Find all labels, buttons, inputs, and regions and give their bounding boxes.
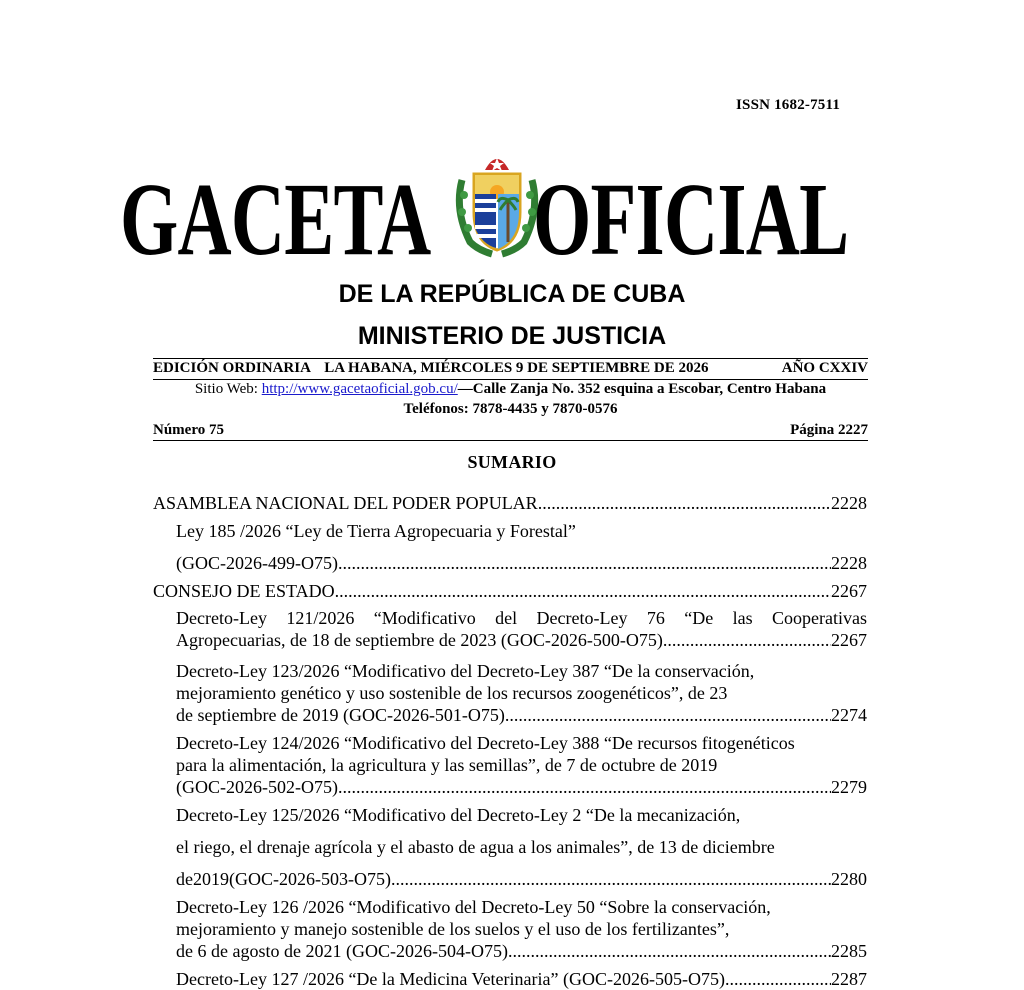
toc-entry-page: 2228	[831, 553, 867, 573]
coat-of-arms-icon	[452, 150, 542, 260]
toc-entry-text: mejoramiento genético y uso sostenible de los recursos zoogenéticos”, de 23	[176, 683, 728, 703]
issue-line	[153, 422, 868, 439]
toc-entry-page: 2228	[831, 493, 867, 513]
phones-line: Teléfonos: 7878-4435 y 7870-0576	[403, 401, 618, 417]
address-text: —Calle Zanja No. 352 esquina a Escobar, Centro Habana	[457, 381, 827, 397]
toc-entry-code: de septiembre de 2019 (GOC-2026-501-O75)	[176, 705, 505, 725]
toc-entry-asamblea[interactable]	[153, 492, 867, 514]
toc-entry-title: ASAMBLEA NACIONAL DEL PODER POPULAR	[153, 493, 538, 513]
toc-entry-decreto-121[interactable]	[153, 607, 867, 651]
issue-number: Número 75	[153, 422, 224, 438]
toc-entry-text: Decreto-Ley 125/2026 “Modificativo del Decreto-Ley 2 “De la mecanización,	[176, 805, 741, 825]
toc-entry-text: para la alimentación, la agricultura y las semillas”, de 7 de octubre de 2019	[176, 755, 718, 775]
toc-entry-page: 2285	[831, 941, 867, 961]
site-link[interactable]: http://www.gacetaoficial.gob.cu/	[261, 381, 458, 397]
toc-entry-code: Agropecuarias, de 18 de septiembre de 2023 (GOC-2026-500-O75)	[176, 630, 663, 650]
summary-title: SUMARIO	[467, 452, 557, 472]
table-of-contents	[153, 492, 867, 990]
toc-entry-page: 2280	[831, 869, 867, 889]
toc-entry-text: Decreto-Ley 123/2026 “Modificativo del Decreto-Ley 387 “De la conservación,	[176, 661, 755, 681]
edition-label: EDICIÓN ORDINARIA	[153, 360, 311, 376]
toc-entry-code: Decreto-Ley 127 /2026 “De la Medicina Veterinaria” (GOC-2026-505-O75)	[176, 969, 725, 989]
masthead-title-right: OFICIAL	[533, 162, 849, 277]
place-date: LA HABANA, MIÉRCOLES 9 DE SEPTIEMBRE DE 2026	[324, 360, 709, 376]
toc-entry-page: 2267	[831, 630, 867, 650]
website-line	[153, 381, 868, 398]
toc-entry-text: el riego, el drenaje agrícola y el abasto de agua a los animales”, de 13 de diciembre	[176, 837, 775, 857]
issn-number: ISSN 1682-7511	[736, 97, 841, 113]
toc-entry-ley-185[interactable]	[153, 520, 867, 574]
toc-entry-title: CONSEJO DE ESTADO	[153, 581, 335, 601]
year-label: AÑO CXXIV	[781, 360, 868, 376]
toc-entry-decreto-125[interactable]	[153, 804, 867, 890]
toc-entry-decreto-126[interactable]	[153, 896, 867, 962]
toc-entry-page: 2267	[831, 581, 867, 601]
divider-number	[153, 440, 868, 441]
toc-entry-decreto-127[interactable]	[153, 968, 867, 990]
edition-line	[153, 360, 868, 377]
toc-entry-text: Ley 185 /2026 “Ley de Tierra Agropecuaria y Forestal”	[176, 521, 576, 541]
masthead-title-left: GACETA	[120, 162, 431, 277]
toc-entry-decreto-123[interactable]	[153, 660, 867, 726]
toc-entry-code: (GOC-2026-502-O75)	[176, 777, 338, 797]
page-number: Página 2227	[790, 422, 868, 438]
divider-top	[153, 358, 868, 359]
toc-entry-page: 2287	[831, 969, 867, 989]
site-label: Sitio Web:	[194, 381, 258, 397]
toc-entry-text: Decreto-Ley 124/2026 “Modificativo del Decreto-Ley 388 “De recursos fitogenéticos	[176, 733, 795, 753]
toc-entry-decreto-124[interactable]	[153, 732, 867, 798]
divider-edition	[153, 379, 868, 380]
toc-entry-code: de2019(GOC-2026-503-O75)	[176, 869, 391, 889]
ministry-title: MINISTERIO DE JUSTICIA	[357, 322, 667, 350]
toc-entry-code: de 6 de agosto de 2021 (GOC-2026-504-O75)	[176, 941, 508, 961]
toc-entry-text: Decreto-Ley 121/2026 “Modificativo del Decreto-Ley 76 “De las Cooperativas	[176, 608, 867, 628]
masthead	[120, 162, 900, 277]
toc-entry-page: 2279	[831, 777, 867, 797]
toc-entry-code: (GOC-2026-499-O75)	[176, 553, 338, 573]
toc-entry-text: mejoramiento y manejo sostenible de los suelos y el uso de los fertilizantes”,	[176, 919, 730, 939]
toc-entry-page: 2274	[831, 705, 867, 725]
toc-entry-consejo[interactable]	[153, 580, 867, 602]
toc-entry-text: Decreto-Ley 126 /2026 “Modificativo del Decreto-Ley 50 “Sobre la conservación,	[176, 897, 771, 917]
masthead-subtitle: DE LA REPÚBLICA DE CUBA	[338, 280, 686, 308]
